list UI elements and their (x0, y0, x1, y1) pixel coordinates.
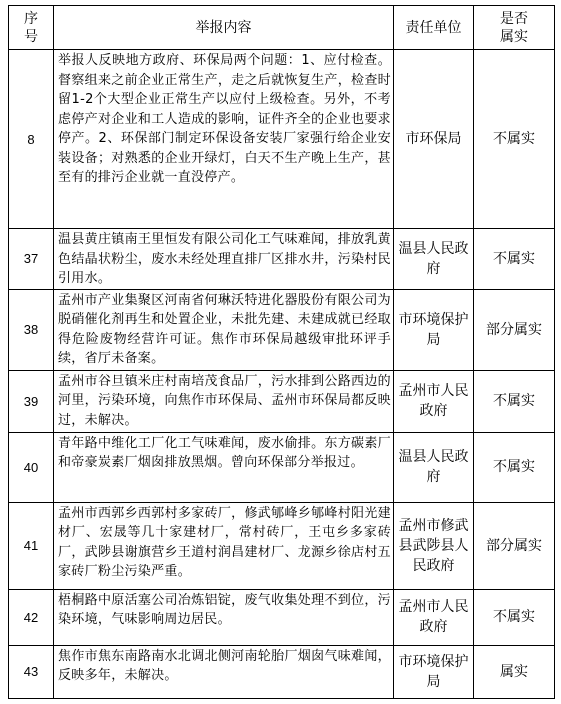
row-content: 梧桐路中原活塞公司冶炼铝锭，废气收集处理不到位，污染环境，气味影响周边居民。 (54, 589, 394, 645)
header-num: 序号 (9, 6, 54, 50)
row-num: 39 (9, 370, 54, 432)
row-verdict: 不属实 (474, 589, 555, 645)
table-row (9, 50, 555, 229)
row-num: 40 (9, 432, 54, 502)
table-row (9, 370, 555, 432)
row-content: 焦作市焦东南路南水北调北侧河南轮胎厂烟囱气味难闻，反映多年，未解决。 (54, 645, 394, 698)
row-unit: 温县人民政府 (394, 229, 474, 290)
row-verdict: 不属实 (474, 432, 555, 502)
row-content: 温县黄庄镇南王里恒发有限公司化工气味难闻，排放乳黄色结晶状粉尘，废水未经处理直排厂区排水井，污染村民引用水。 (54, 229, 394, 290)
header-verdict: 是否属实 (474, 6, 555, 50)
row-unit: 市环境保护局 (394, 289, 474, 370)
row-content: 青年路中维化工厂化工气味难闻，废水偷排。东方碳素厂和帝豪炭素厂烟囱排放黑烟。曾向环保部分举报过。 (54, 432, 394, 502)
row-num: 37 (9, 229, 54, 290)
row-num: 41 (9, 502, 54, 589)
row-verdict: 部分属实 (474, 502, 555, 589)
row-content: 孟州市西郭乡西郭村多家砖厂，修武郇峰乡郇峰村阳光建材厂、宏晟等几十家建材厂，常村砖厂，王屯乡多家砖厂，武陟县谢旗营乡王道村润昌建材厂、龙源乡徐店村五家砖厂粉尘污染严重。 (54, 502, 394, 589)
row-verdict: 不属实 (474, 229, 555, 290)
table-row (9, 229, 555, 290)
row-verdict: 属实 (474, 645, 555, 698)
row-verdict: 部分属实 (474, 289, 555, 370)
row-unit: 温县人民政府 (394, 432, 474, 502)
row-content: 举报人反映地方政府、环保局两个问题：1、应付检查。督察组来之前企业正常生产，走之后就恢复生产，检查时留1-2个大型企业正常生产以应付上级检查。另外，不考虑停产对企业和工人造成的影响，证件齐全的企业也要求停产。2、环保部门制定环保设备安装厂家强行给企业安装设备；对熟悉的企业开绿灯，白天不生产晚上生产，甚至有的排污企业就一直没停产。 (54, 50, 394, 229)
row-unit: 孟州市人民政府 (394, 589, 474, 645)
table-row (9, 502, 555, 589)
row-verdict: 不属实 (474, 50, 555, 229)
complaint-table (8, 5, 555, 699)
table-row (9, 645, 555, 698)
row-verdict: 不属实 (474, 370, 555, 432)
table-row (9, 289, 555, 370)
header-row (9, 6, 555, 50)
row-unit: 市环保局 (394, 50, 474, 229)
row-unit: 市环境保护局 (394, 645, 474, 698)
row-content: 孟州市谷旦镇米庄村南培茂食品厂，污水排到公路西边的河里，污染环境，向焦作市环保局、孟州市环保局都反映过，未解决。 (54, 370, 394, 432)
row-num: 43 (9, 645, 54, 698)
header-unit: 责任单位 (394, 6, 474, 50)
row-num: 38 (9, 289, 54, 370)
table-row (9, 589, 555, 645)
table-row (9, 432, 555, 502)
row-num: 42 (9, 589, 54, 645)
row-unit: 孟州市修武县武陟县人民政府 (394, 502, 474, 589)
row-content: 孟州市产业集聚区河南省何琳沃特进化器股份有限公司为脱硝催化剂再生和处置企业，未批先建、未建成就已经取得危险废物经营许可证。焦作市环保局越级审批环评手续，省厅未备案。 (54, 289, 394, 370)
header-content: 举报内容 (54, 6, 394, 50)
row-num: 8 (9, 50, 54, 229)
row-unit: 孟州市人民政府 (394, 370, 474, 432)
